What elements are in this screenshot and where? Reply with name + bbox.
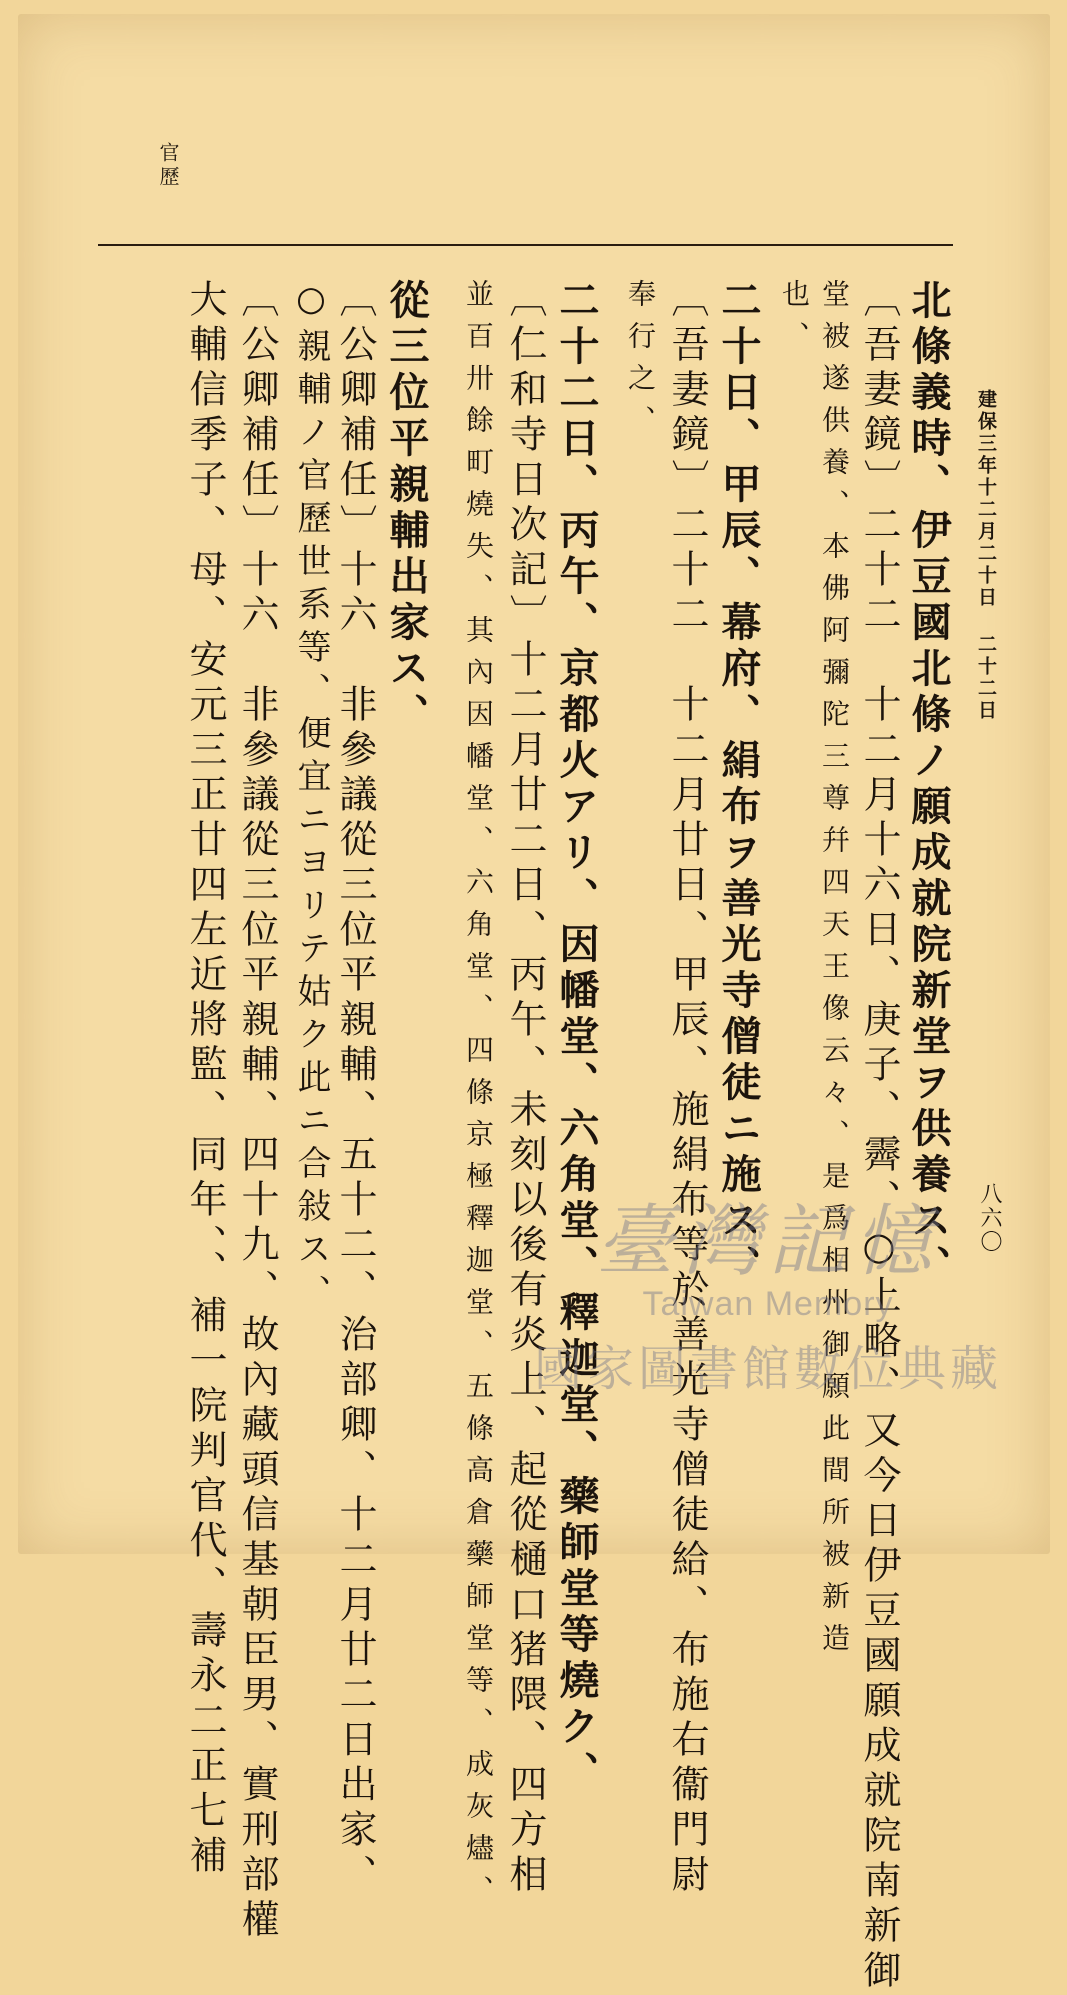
entry-heading-1: 北條義時、伊豆國北條ノ願成就院新堂ヲ供養ス、 xyxy=(905,279,952,1291)
watermark-org: 國家圖書館數位典藏 xyxy=(533,1343,1002,1396)
running-head: 建保三年十二月二十日 二十二日 xyxy=(975,389,997,722)
citation-azumakagami-2: 〔吾妻鏡〕二十二 十二月廿日、甲辰、施絹布等於善光寺僧徒給、布施右衞門尉 xyxy=(665,279,709,1899)
citation-continued-1: 堂被遂供養、本佛阿彌陀三尊幷四天王像云々、是爲相州御願此間所被新造 xyxy=(818,279,851,1665)
scanned-page xyxy=(18,14,1050,1995)
watermark xyxy=(518,1179,1018,1449)
citation-continued-5: 大輔信季子、母、安元三正廿四左近將監、同年、、補一院判官代、壽永二正七補 xyxy=(183,279,227,1880)
header-rule xyxy=(98,244,953,246)
watermark-calligraphy: 臺灣記憶 xyxy=(595,1197,940,1287)
editor-note: ○親輔ノ官歷世系等、便宜ニヨリテ姑ク此ニ合敍ス、 xyxy=(291,279,331,1317)
citation-continued-4: 並百卅餘町燒失、其內因幡堂、六角堂、四條京極釋迦堂、五條高倉藥師堂等、成灰燼、 xyxy=(462,279,495,1917)
watermark-english: Taiwan Memory xyxy=(642,1285,894,1323)
page-number: 八六〇 xyxy=(977,1182,1002,1254)
citation-kugyobunin-1: 〔公卿補任〕十六 非參議從三位平親輔、五十二、治部卿、十二月廿二日出家、 xyxy=(333,279,377,1899)
citation-kugyobunin-2: 〔公卿補任〕十六 非參議從三位平親輔、四十九、故內藏頭信基朝臣男、實刑部權 xyxy=(235,279,279,1944)
citation-ninnaji: 〔仁和寺日次記〕十二月廿二日、丙午、未刻以後有炎上、起從樋口猪隈、四方相 xyxy=(503,279,547,1899)
citation-continued-2: 也、 xyxy=(778,279,811,363)
section-label: 官歷 xyxy=(156,142,180,190)
citation-azumakagami-1: 〔吾妻鏡〕二十二 十二月十六日、庚子、霽、○上略、又今日伊豆國願成就院南新御 xyxy=(857,279,901,1995)
entry-heading-4: 從三位平親輔出家ス、 xyxy=(383,279,430,739)
entry-heading-3: 二十二日、丙午、京都火アリ、因幡堂、六角堂、釋迦堂、藥師堂等燒ク、 xyxy=(553,279,600,1797)
entry-heading-2: 二十日、甲辰、幕府、絹布ヲ善光寺僧徒ニ施ス、 xyxy=(715,279,762,1291)
citation-continued-3: 奉行之、 xyxy=(624,279,657,447)
